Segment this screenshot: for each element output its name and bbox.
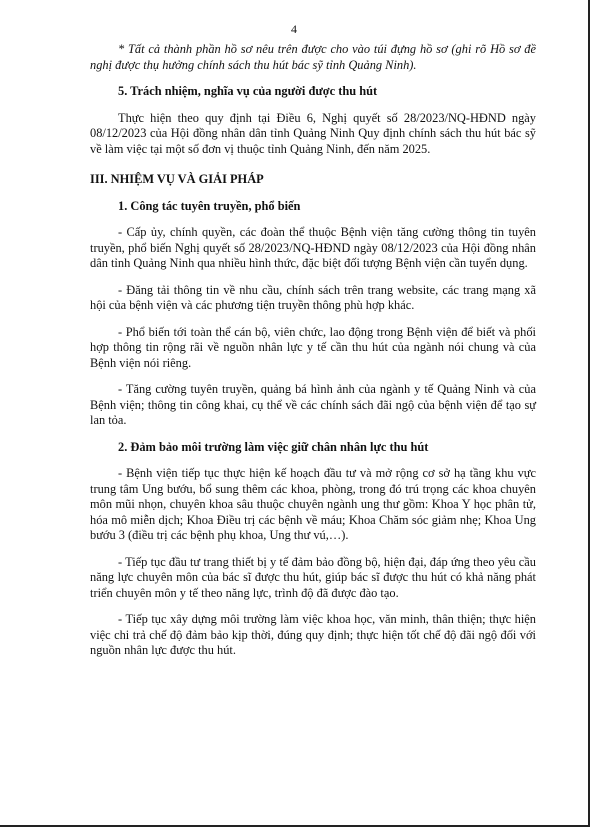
body-paragraph: - Tăng cường tuyên truyền, quảng bá hình ảnh của ngành y tế Quảng Ninh và của Bệnh viện; thông tin công khai, cụ thể về các chính sách đãi ngộ của bệnh viện để tạo sự lan tỏa. <box>90 382 536 427</box>
document-body <box>90 42 536 659</box>
page-number: 4 <box>291 22 297 36</box>
body-paragraph: - Cấp ủy, chính quyền, các đoàn thể thuộc Bệnh viện tăng cường thông tin tuyên truyền, phổ biến Nghị quyết số 28/2023/NQ-HĐND ngày 08/12/2023 của Hội đồng nhân dân tỉnh Quảng Ninh qua nhiều hình thức, đặc biệt đối tượng Bệnh viện cần tuyển dụng. <box>90 225 536 270</box>
body-paragraph: - Phổ biến tới toàn thể cán bộ, viên chức, lao động trong Bệnh viện để biết và phối hợp thông tin rộng rãi về nguồn nhân lực y tế cần thu hút của ngành nói chung và của Bệnh viện nói riêng. <box>90 324 536 370</box>
body-paragraph: - Tiếp tục đầu tư trang thiết bị y tế đảm bảo đồng bộ, hiện đại, đáp ứng theo yêu cầu năng lực chuyên môn của bác sĩ được thu hút, giúp bác sĩ được thu hút có khả năng phát triển chuyên môn y tế theo năng lực, trình độ đã được đào tạo. <box>90 554 536 600</box>
section-heading: 5. Trách nhiệm, nghĩa vụ của người được thu hút <box>118 84 378 98</box>
chapter-heading: III. NHIỆM VỤ VÀ GIẢI PHÁP <box>90 172 264 186</box>
body-paragraph: - Bệnh viện tiếp tục thực hiện kế hoạch đầu tư và mở rộng cơ sở hạ tầng khu vực trung tâm Ung bướu, bổ sung thêm các khoa, phòng, trong đó trú trọng các khoa chuyên môn mũi nhọn, chuyên khoa sâu thuộc chuyên ngành ung thư gồm: Khoa Y học phân tử, hóa mô miễn dịch; Khoa Điều trị các bệnh về máu; Khoa Chăm sóc giảm nhẹ; Khoa Ung bướu 3 (điều trị các bệnh phụ khoa, Ung thư vú,…). <box>90 466 536 542</box>
section-heading: 2. Đảm bảo môi trường làm việc giữ chân nhân lực thu hút <box>118 439 429 454</box>
body-paragraph: Thực hiện theo quy định tại Điều 6, Nghị quyết số 28/2023/NQ-HĐND ngày 08/12/2023 của Hội đồng nhân dân tỉnh Quảng Ninh Quy định chính sách thu hút bác sỹ về làm việc tại một số đơn vị thuộc tỉnh Quảng Ninh, đến năm 2025. <box>90 110 536 156</box>
section-heading: 1. Công tác tuyên truyền, phổ biến <box>118 198 301 213</box>
body-paragraph: - Tiếp tục xây dựng môi trường làm việc khoa học, văn minh, thân thiện; thực hiện việc chi trả chế độ đảm bảo kịp thời, đúng quy định; thực hiện tốt chế độ đãi ngộ đối với nguồn nhân lực được thu hút. <box>90 612 536 657</box>
body-paragraph: - Đăng tải thông tin về nhu cầu, chính sách trên trang website, các trang mạng xã hội của bệnh viện và các phương tiện truyền thông phù hợp khác. <box>90 282 536 312</box>
note-paragraph: * Tất cả thành phần hồ sơ nêu trên được cho vào túi đựng hồ sơ (ghi rõ Hồ sơ đề nghị được thụ hưởng chính sách thu hút bác sỹ tỉnh Quảng Ninh). <box>90 42 536 72</box>
